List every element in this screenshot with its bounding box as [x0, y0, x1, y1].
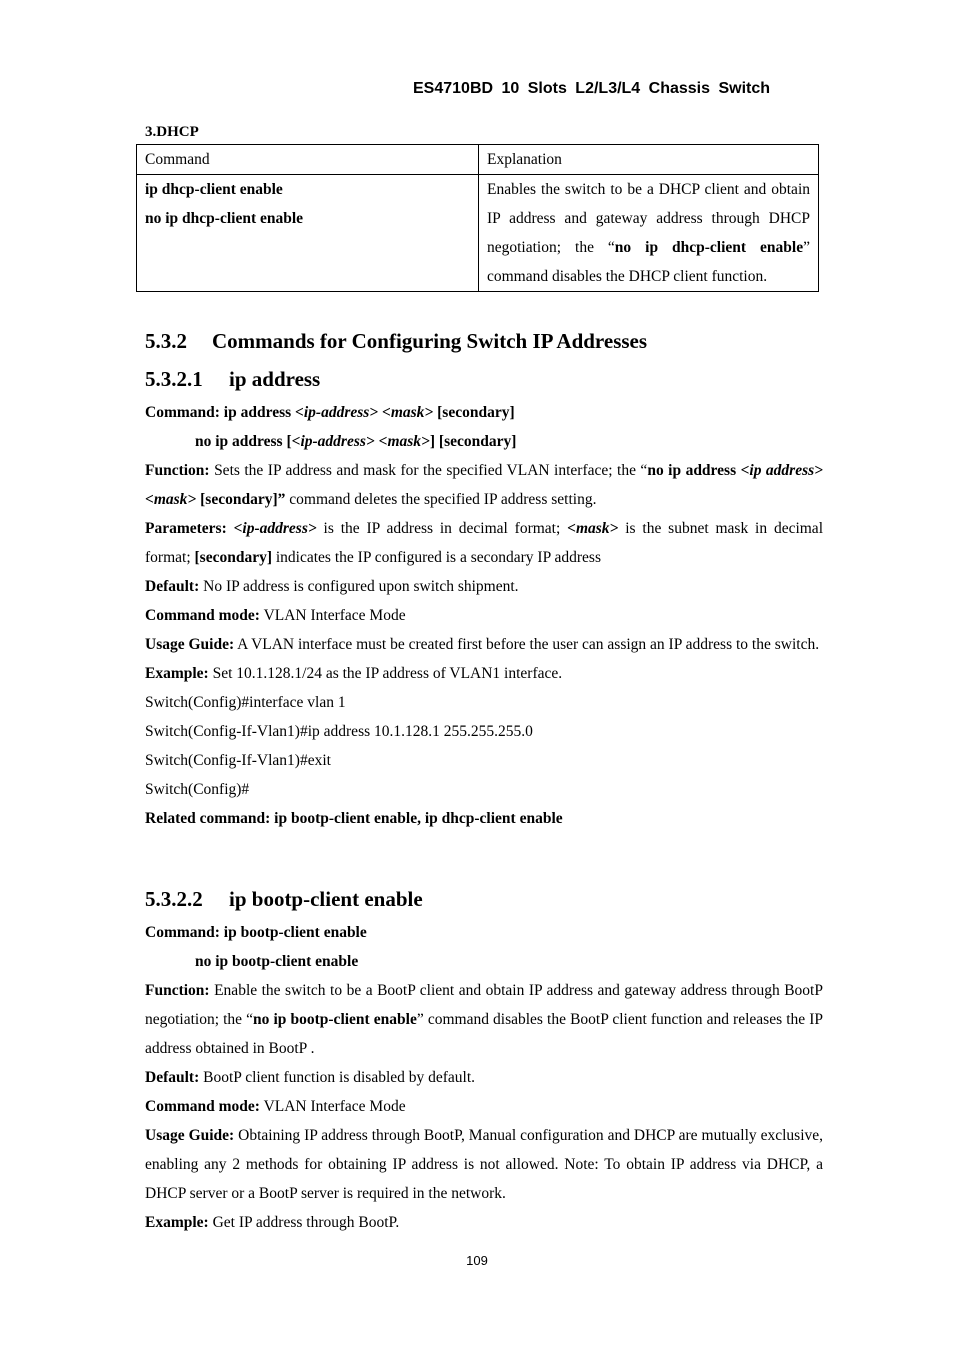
section-5-3-2-2-heading — [145, 887, 423, 912]
section-number: 5.3.2.2 — [145, 887, 203, 911]
section-title: ip bootp-client enable — [229, 887, 423, 911]
page-header: ES4710BD 10 Slots L2/L3/L4 Chassis Switch — [413, 80, 771, 97]
command-line-1: Command: ip address <ip-address> <mask> [secondary] — [145, 404, 515, 421]
command-line-2: no ip bootp-client enable — [195, 953, 359, 970]
function-paragraph: Function: Sets the IP address and mask for the specified VLAN interface; the “no ip address <ip address> <mask> [secondary]” command deletes the specified IP address setting. — [145, 462, 823, 508]
command-disable: no ip dhcp-client enable — [145, 210, 304, 227]
command-cell — [137, 175, 479, 292]
section-5-3-2-heading — [145, 329, 647, 354]
example-paragraph: Example: Set 10.1.128.1/24 as the IP address of VLAN1 interface. — [145, 665, 563, 682]
bootp-client-body — [145, 918, 823, 1237]
ip-address-body — [145, 398, 823, 833]
usage-guide-paragraph: Usage Guide: A VLAN interface must be created first before the user can assign an IP address to the switch. — [145, 636, 820, 653]
example-code-line: Switch(Config)# — [145, 781, 250, 798]
dhcp-command-table — [136, 144, 819, 292]
command-mode-paragraph: Command mode: VLAN Interface Mode — [145, 607, 406, 624]
function-paragraph: Function: Enable the switch to be a BootP client and obtain IP address and gateway address through BootP negotiation; the “no ip bootp-client enable” command disables the BootP client function and releases the IP address obtained in BootP . — [145, 982, 823, 1057]
command-line-1: Command: ip bootp-client enable — [145, 924, 367, 941]
section-title: Commands for Configuring Switch IP Addresses — [212, 329, 648, 353]
related-command: Related command: ip bootp-client enable, ip dhcp-client enable — [145, 810, 563, 827]
column-header-explanation: Explanation — [479, 145, 819, 175]
explanation-bold-command: no ip dhcp-client enable — [614, 239, 804, 256]
example-code-line: Switch(Config-If-Vlan1)#exit — [145, 752, 331, 769]
command-line-2: no ip address [<ip-address> <mask>] [secondary] — [195, 433, 517, 450]
explanation-text-2: ” command disables the DHCP client function. — [487, 239, 810, 285]
explanation-text-1: Enables the switch to be a DHCP client and obtain IP address and gateway address through DHCP negotiation; the “ — [487, 181, 810, 256]
example-code-line: Switch(Config-If-Vlan1)#ip address 10.1.128.1 255.255.255.0 — [145, 723, 533, 740]
command-enable: ip dhcp-client enable — [145, 181, 283, 198]
example-code-line: Switch(Config)#interface vlan 1 — [145, 694, 346, 711]
section-5-3-2-1-heading — [145, 367, 320, 392]
table-row — [137, 175, 819, 292]
dhcp-section-label: 3.DHCP — [145, 124, 199, 140]
section-number: 5.3.2.1 — [145, 367, 203, 391]
section-number: 5.3.2 — [145, 329, 187, 353]
explanation-cell — [479, 175, 819, 292]
command-mode-paragraph: Command mode: VLAN Interface Mode — [145, 1098, 406, 1115]
default-paragraph: Default: BootP client function is disabled by default. — [145, 1069, 476, 1086]
column-header-command: Command — [137, 145, 479, 175]
example-paragraph: Example: Get IP address through BootP. — [145, 1214, 400, 1231]
parameters-paragraph: Parameters: <ip-address> is the IP address in decimal format; <mask> is the subnet mask in decimal format; [secondary] indicates the IP configured is a secondary IP address — [145, 520, 823, 566]
default-paragraph: Default: No IP address is configured upon switch shipment. — [145, 578, 519, 595]
section-title: ip address — [229, 367, 321, 391]
page-number: 109 — [466, 1253, 488, 1268]
table-header-row — [137, 145, 819, 175]
usage-guide-paragraph: Usage Guide: Obtaining IP address through BootP, Manual configuration and DHCP are mutually exclusive, enabling any 2 methods for obtaining IP address is not allowed. Note: To obtain IP address via DHCP, a DHCP server or a BootP server is required in the network. — [145, 1127, 824, 1202]
